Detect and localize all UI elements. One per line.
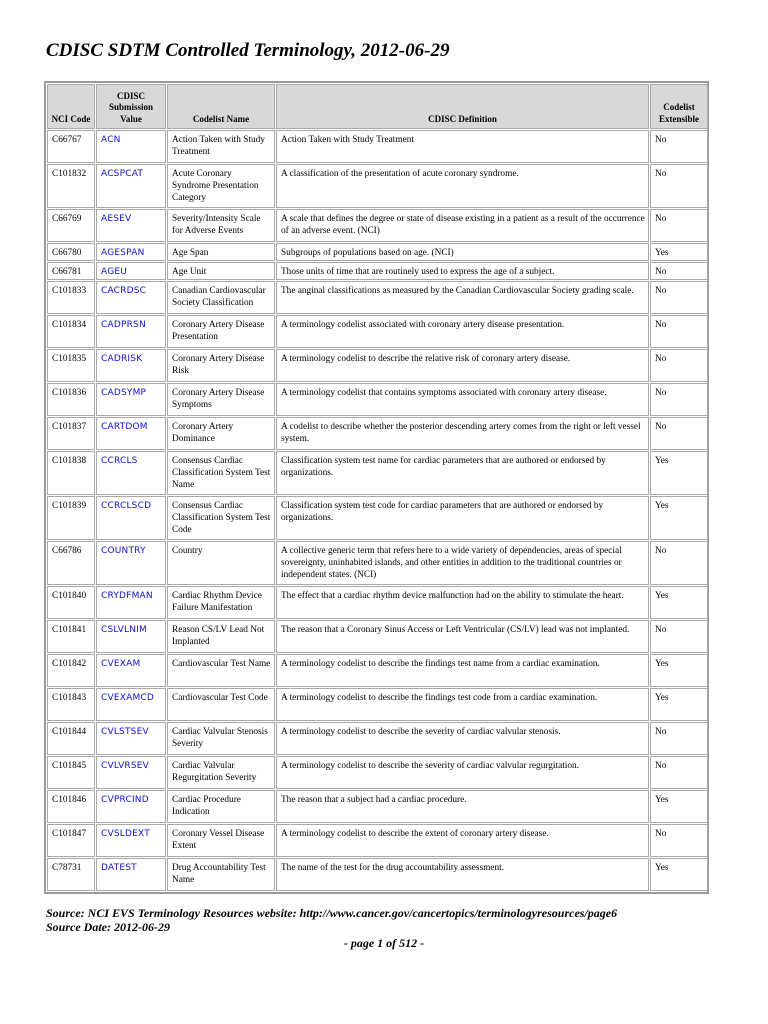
definition-cell: The reason that a Coronary Sinus Access or Left Ventricular (CS/LV) lead was not implanted. xyxy=(276,620,649,653)
definition-cell: A terminology codelist that contains symptoms associated with coronary artery disease. xyxy=(276,383,649,416)
codelist-name-cell: Cardiac Valvular Regurgitation Severity xyxy=(167,756,275,789)
extensible-cell: No xyxy=(650,824,708,857)
table-body xyxy=(47,130,708,891)
codelist-name-cell: Cardiac Procedure Indication xyxy=(167,790,275,823)
table-row xyxy=(47,281,708,314)
nci-code-cell: C101836 xyxy=(47,383,95,416)
submission-value-cell: CSLVLNIM xyxy=(96,620,166,653)
definition-cell: A classification of the presentation of acute coronary syndrome. xyxy=(276,164,649,208)
extensible-cell: No xyxy=(650,262,708,280)
codelist-name-cell: Cardiac Valvular Stenosis Severity xyxy=(167,722,275,755)
definition-cell: A terminology codelist to describe the findings test name from a cardiac examination. xyxy=(276,654,649,687)
definition-cell: The name of the test for the drug accountability assessment. xyxy=(276,858,649,891)
table-row xyxy=(47,164,708,208)
extensible-cell: No xyxy=(650,417,708,450)
codelist-name-cell: Coronary Vessel Disease Extent xyxy=(167,824,275,857)
nci-code-cell: C78731 xyxy=(47,858,95,891)
nci-code-cell: C101837 xyxy=(47,417,95,450)
table-row xyxy=(47,586,708,619)
codelist-name-cell: Coronary Artery Disease Risk xyxy=(167,349,275,382)
table-row xyxy=(47,243,708,261)
extensible-cell: No xyxy=(650,620,708,653)
submission-value-cell: CVLVRSEV xyxy=(96,756,166,789)
header-nci-code: NCI Code xyxy=(47,84,95,129)
submission-value-cell: CACRDSC xyxy=(96,281,166,314)
extensible-cell: No xyxy=(650,756,708,789)
codelist-name-cell: Severity/Intensity Scale for Adverse Events xyxy=(167,209,275,242)
submission-value-cell: COUNTRY xyxy=(96,541,166,585)
submission-value-cell: CVEXAM xyxy=(96,654,166,687)
definition-cell: The reason that a subject had a cardiac procedure. xyxy=(276,790,649,823)
codelist-name-cell: Cardiac Rhythm Device Failure Manifestation xyxy=(167,586,275,619)
extensible-cell: No xyxy=(650,130,708,163)
nci-code-cell: C101839 xyxy=(47,496,95,540)
table-row xyxy=(47,858,708,891)
extensible-cell: Yes xyxy=(650,790,708,823)
extensible-cell: Yes xyxy=(650,586,708,619)
table-row xyxy=(47,130,708,163)
header-extensible: Codelist Extensible xyxy=(650,84,708,129)
footer-source: Source: NCI EVS Terminology Resources website: http://www.cancer.gov/cancertopics/terminologyresources/page6 xyxy=(46,906,618,920)
nci-code-cell: C101846 xyxy=(47,790,95,823)
nci-code-cell: C101845 xyxy=(47,756,95,789)
submission-value-cell: CVSLDEXT xyxy=(96,824,166,857)
table-row xyxy=(47,790,708,823)
definition-cell: A terminology codelist to describe the extent of coronary artery disease. xyxy=(276,824,649,857)
codelist-name-cell: Age Span xyxy=(167,243,275,261)
table-row xyxy=(47,824,708,857)
extensible-cell: Yes xyxy=(650,858,708,891)
nci-code-cell: C101843 xyxy=(47,688,95,721)
submission-value-cell: AESEV xyxy=(96,209,166,242)
table-row xyxy=(47,383,708,416)
definition-cell: Classification system test code for cardiac parameters that are authored or endorsed by organizations. xyxy=(276,496,649,540)
codelist-name-cell: Consensus Cardiac Classification System Test Name xyxy=(167,451,275,495)
extensible-cell: No xyxy=(650,209,708,242)
definition-cell: Subgroups of populations based on age. (NCI) xyxy=(276,243,649,261)
nci-code-cell: C66769 xyxy=(47,209,95,242)
nci-code-cell: C101847 xyxy=(47,824,95,857)
codelist-name-cell: Age Unit xyxy=(167,262,275,280)
codelist-name-cell: Drug Accountability Test Name xyxy=(167,858,275,891)
table-row xyxy=(47,688,708,721)
extensible-cell: Yes xyxy=(650,451,708,495)
definition-cell: A collective generic term that refers here to a wide variety of dependencies, areas of special sovereignty, uninhabited islands, and other entities in addition to the traditional countries or independent states. (NCI) xyxy=(276,541,649,585)
nci-code-cell: C101840 xyxy=(47,586,95,619)
definition-cell: A terminology codelist to describe the findings test code from a cardiac examination. xyxy=(276,688,649,721)
submission-value-cell: ACN xyxy=(96,130,166,163)
codelist-name-cell: Action Taken with Study Treatment xyxy=(167,130,275,163)
submission-value-cell: ACSPCAT xyxy=(96,164,166,208)
table-row xyxy=(47,262,708,280)
page-title: CDISC SDTM Controlled Terminology, 2012-06-29 xyxy=(46,40,450,61)
codelist-name-cell: Cardiovascular Test Name xyxy=(167,654,275,687)
extensible-cell: No xyxy=(650,383,708,416)
nci-code-cell: C101834 xyxy=(47,315,95,348)
definition-cell: A terminology codelist associated with coronary artery disease presentation. xyxy=(276,315,649,348)
nci-code-cell: C101833 xyxy=(47,281,95,314)
header-submission-value: CDISC Submission Value xyxy=(96,84,166,129)
codelist-name-cell: Reason CS/LV Lead Not Implanted xyxy=(167,620,275,653)
table-row xyxy=(47,417,708,450)
definition-cell: Those units of time that are routinely used to express the age of a subject. xyxy=(276,262,649,280)
nci-code-cell: C66781 xyxy=(47,262,95,280)
submission-value-cell: CVLSTSEV xyxy=(96,722,166,755)
extensible-cell: Yes xyxy=(650,654,708,687)
codelist-name-cell: Coronary Artery Disease Presentation xyxy=(167,315,275,348)
codelist-name-cell: Coronary Artery Disease Symptoms xyxy=(167,383,275,416)
terminology-table xyxy=(46,83,709,892)
extensible-cell: No xyxy=(650,164,708,208)
submission-value-cell: CADRISK xyxy=(96,349,166,382)
codelist-name-cell: Acute Coronary Syndrome Presentation Category xyxy=(167,164,275,208)
definition-cell: The anginal classifications as measured by the Canadian Cardiovascular Society grading scale. xyxy=(276,281,649,314)
definition-cell: A terminology codelist to describe the relative risk of coronary artery disease. xyxy=(276,349,649,382)
terminology-table-container xyxy=(44,81,709,894)
nci-code-cell: C101835 xyxy=(47,349,95,382)
definition-cell: A codelist to describe whether the posterior descending artery comes from the right or left vessel system. xyxy=(276,417,649,450)
footer xyxy=(46,906,617,934)
extensible-cell: No xyxy=(650,281,708,314)
extensible-cell: No xyxy=(650,349,708,382)
submission-value-cell: DATEST xyxy=(96,858,166,891)
submission-value-cell: CRYDFMAN xyxy=(96,586,166,619)
submission-value-cell: CADPRSN xyxy=(96,315,166,348)
extensible-cell: No xyxy=(650,722,708,755)
submission-value-cell: CCRCLS xyxy=(96,451,166,495)
footer-source-date: Source Date: 2012-06-29 xyxy=(46,920,170,934)
table-row xyxy=(47,654,708,687)
nci-code-cell: C101842 xyxy=(47,654,95,687)
nci-code-cell: C66767 xyxy=(47,130,95,163)
submission-value-cell: CVPRCIND xyxy=(96,790,166,823)
definition-cell: A terminology codelist to describe the severity of cardiac valvular stenosis. xyxy=(276,722,649,755)
nci-code-cell: C66786 xyxy=(47,541,95,585)
table-row xyxy=(47,541,708,585)
nci-code-cell: C101844 xyxy=(47,722,95,755)
nci-code-cell: C66780 xyxy=(47,243,95,261)
definition-cell: A terminology codelist to describe the severity of cardiac valvular regurgitation. xyxy=(276,756,649,789)
table-header-row xyxy=(47,84,708,129)
nci-code-cell: C101838 xyxy=(47,451,95,495)
submission-value-cell: CVEXAMCD xyxy=(96,688,166,721)
header-codelist-name: Codelist Name xyxy=(167,84,275,129)
codelist-name-cell: Canadian Cardiovascular Society Classification xyxy=(167,281,275,314)
table-row xyxy=(47,496,708,540)
extensible-cell: Yes xyxy=(650,688,708,721)
extensible-cell: Yes xyxy=(650,243,708,261)
codelist-name-cell: Coronary Artery Dominance xyxy=(167,417,275,450)
submission-value-cell: CCRCLSCD xyxy=(96,496,166,540)
nci-code-cell: C101841 xyxy=(47,620,95,653)
codelist-name-cell: Consensus Cardiac Classification System Test Code xyxy=(167,496,275,540)
extensible-cell: Yes xyxy=(650,496,708,540)
table-row xyxy=(47,349,708,382)
table-row xyxy=(47,620,708,653)
table-row xyxy=(47,451,708,495)
submission-value-cell: CARTDOM xyxy=(96,417,166,450)
table-row xyxy=(47,209,708,242)
definition-cell: The effect that a cardiac rhythm device malfunction had on the ability to stimulate the heart. xyxy=(276,586,649,619)
table-row xyxy=(47,722,708,755)
table-row xyxy=(47,315,708,348)
extensible-cell: No xyxy=(650,315,708,348)
submission-value-cell: CADSYMP xyxy=(96,383,166,416)
definition-cell: A scale that defines the degree or state of disease existing in a patient as a result of the occurrence of an adverse event. (NCI) xyxy=(276,209,649,242)
codelist-name-cell: Cardiovascular Test Code xyxy=(167,688,275,721)
definition-cell: Classification system test name for cardiac parameters that are authored or endorsed by organizations. xyxy=(276,451,649,495)
definition-cell: Action Taken with Study Treatment xyxy=(276,130,649,163)
codelist-name-cell: Country xyxy=(167,541,275,585)
submission-value-cell: AGEU xyxy=(96,262,166,280)
submission-value-cell: AGESPAN xyxy=(96,243,166,261)
header-definition: CDISC Definition xyxy=(276,84,649,129)
page-number: - page 1 of 512 - xyxy=(343,936,425,950)
nci-code-cell: C101832 xyxy=(47,164,95,208)
extensible-cell: No xyxy=(650,541,708,585)
table-row xyxy=(47,756,708,789)
